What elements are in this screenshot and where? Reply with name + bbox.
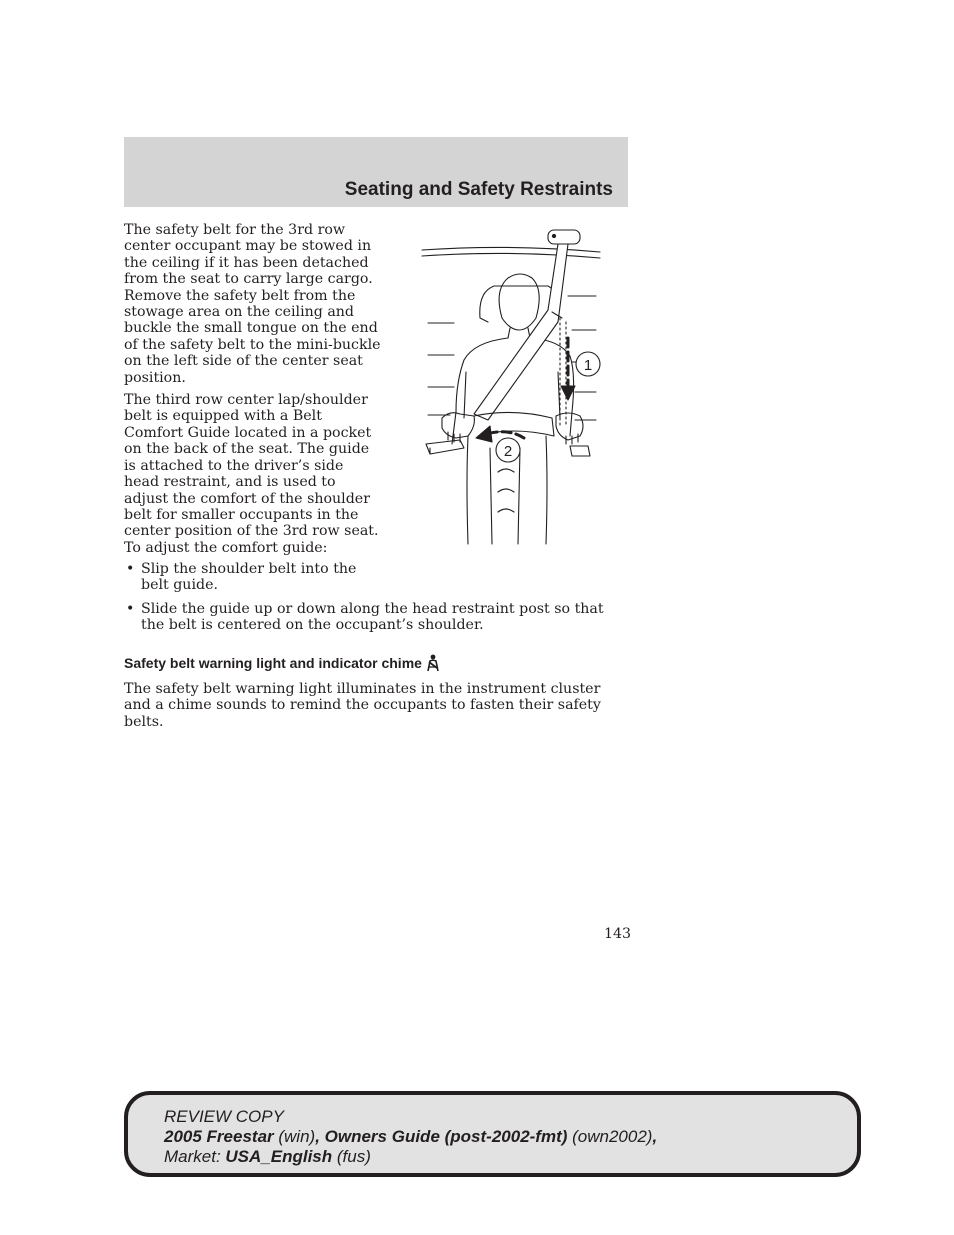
footer-review-label: REVIEW COPY	[164, 1107, 284, 1126]
left-hand	[442, 413, 474, 438]
seat-block-right	[570, 446, 590, 456]
footer-line-2	[164, 1127, 657, 1147]
footer-market-label: Market:	[164, 1147, 226, 1166]
callout-1: 1	[583, 357, 593, 374]
footer-guide: , Owners Guide (post-2002-fmt)	[315, 1127, 568, 1146]
bullet-text: Slip the shoulder belt into the belt guide.	[141, 561, 357, 594]
footer-line-3	[164, 1147, 657, 1167]
subheading-warning-light	[124, 654, 441, 672]
paragraph-comfort-guide: The third row center lap/shoulder belt is equipped with a Belt Comfort Guide located in a pocket on the back of the seat. The guide is attached to the driver’s side head restraint, and is used to adjust the comfort of the shoulder belt for smaller occupants in the center position of the 3rd row seat. To adjust the comfort guide:	[124, 392, 379, 556]
safety-belt-icon	[425, 654, 441, 672]
occupant-legs	[467, 436, 468, 544]
footer-model: 2005 Freestar	[164, 1127, 274, 1146]
footer-market-code: (fus)	[332, 1147, 371, 1166]
belt-comfort-guide-illustration	[420, 222, 602, 546]
section-title: Seating and Safety Restraints	[344, 179, 613, 200]
section-header-band	[124, 137, 628, 207]
ceiling-line	[422, 253, 600, 258]
occupant-head	[499, 274, 539, 330]
bullet-dot: •	[126, 601, 135, 617]
paragraph-warning-light: The safety belt warning light illuminates in the instrument cluster and a chime sounds to remind the occupants to fasten their safety belts.	[124, 681, 601, 730]
shoulder-belt	[474, 244, 568, 420]
ceiling-line	[422, 247, 600, 252]
footer-model-code: (win)	[273, 1127, 316, 1146]
footer-guide-code: (own2002)	[567, 1127, 653, 1146]
bullet-text: Slide the guide up or down along the head restraint post so that the belt is centered on the occupant’s shoulder.	[141, 601, 604, 634]
seat-block-left	[426, 440, 464, 454]
subheading-text: Safety belt warning light and indicator chime	[124, 655, 422, 671]
footer-market: USA_English	[225, 1147, 333, 1166]
bullet-dot: •	[126, 561, 135, 577]
callout-2: 2	[503, 443, 513, 460]
review-copy-footer	[124, 1091, 861, 1177]
page-number: 143	[604, 926, 632, 942]
paragraph-stowage: The safety belt for the 3rd row center occupant may be stowed in the ceiling if it has been detached from the seat to carry large cargo. Remove the safety belt from the stowage area on the ceiling and buckle the small tongue on the end of the safety belt to the mini-buckle on the left side of the center seat position.	[124, 222, 381, 386]
footer-text	[164, 1107, 657, 1167]
left-text-column	[124, 222, 382, 562]
footer-comma: ,	[652, 1127, 658, 1146]
